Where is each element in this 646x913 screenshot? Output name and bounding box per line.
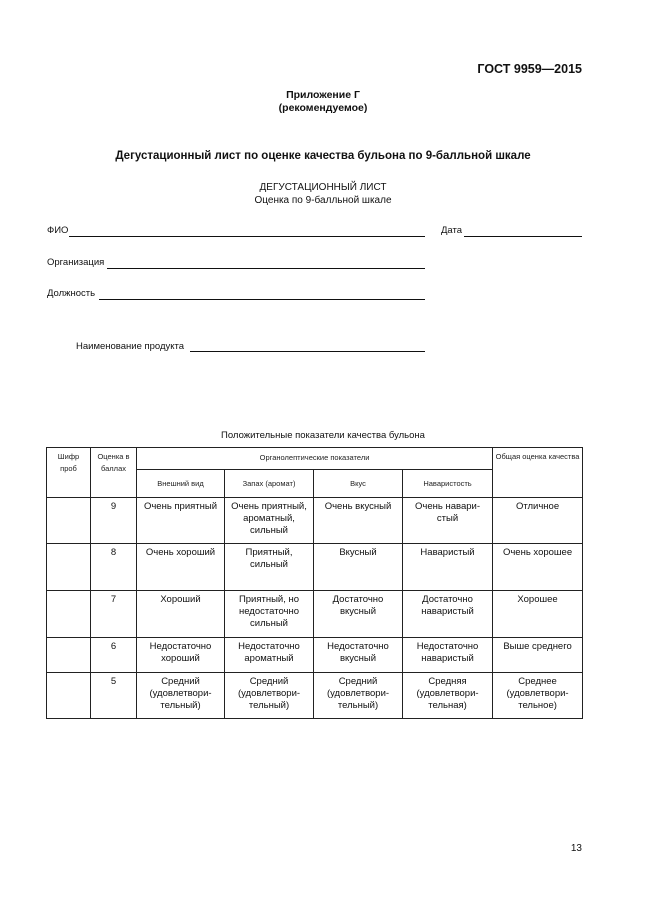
- quality-table: [46, 447, 583, 719]
- cell-aroma: Средний (удовлетвори-тельный): [225, 673, 314, 719]
- cell-taste: Достаточно вкусный: [314, 591, 403, 638]
- fio-label: ФИО: [47, 225, 69, 236]
- table-row: [47, 638, 583, 673]
- table-row: [47, 591, 583, 638]
- position-field[interactable]: [99, 299, 425, 300]
- cell-appearance: Средний (удовлетвори-тельный): [137, 673, 225, 719]
- table-header-row: [47, 448, 583, 470]
- cell-aroma: Приятный, но недостаточно сильный: [225, 591, 314, 638]
- fio-field[interactable]: [69, 236, 425, 237]
- cell-appearance: Очень приятный: [137, 498, 225, 544]
- appendix-subtitle: (рекомендуемое): [278, 102, 368, 114]
- table-row: [47, 498, 583, 544]
- cell-overall: Очень хорошее: [493, 544, 583, 591]
- document-title: Дегустационный лист по оценке качества бульона по 9-балльной шкале: [115, 150, 531, 162]
- cell-score: 8: [91, 544, 137, 591]
- table-row: [47, 673, 583, 719]
- cell-appearance: Хороший: [137, 591, 225, 638]
- cell-overall: Отличное: [493, 498, 583, 544]
- sheet-title: ДЕГУСТАЦИОННЫЙ ЛИСТ: [259, 182, 387, 193]
- cell-score: 9: [91, 498, 137, 544]
- organization-label: Организация: [47, 257, 105, 268]
- organization-field[interactable]: [107, 268, 425, 269]
- header-taste: Вкус: [314, 470, 403, 498]
- appendix-heading: [0, 89, 646, 115]
- header-organoleptic: Органолептические показатели: [137, 448, 493, 470]
- cell-aroma: Приятный, сильный: [225, 544, 314, 591]
- cell-score: 7: [91, 591, 137, 638]
- table-caption: Положительные показатели качества бульона: [221, 430, 425, 441]
- cell-appearance: Недостаточно хороший: [137, 638, 225, 673]
- page-number: 13: [570, 843, 582, 854]
- cell-aroma: Очень приятный, ароматный, сильный: [225, 498, 314, 544]
- table-row: [47, 544, 583, 591]
- cell-taste: Средний (удовлетвори-тельный): [314, 673, 403, 719]
- sheet-subtitle: Оценка по 9-балльной шкале: [254, 195, 392, 206]
- cell-taste: Очень вкусный: [314, 498, 403, 544]
- header-overall: Общая оценка качества: [493, 448, 583, 498]
- cell-taste: Недостаточно вкусный: [314, 638, 403, 673]
- product-name-label: Наименование продукта: [76, 341, 185, 352]
- cell-code[interactable]: [47, 591, 91, 638]
- cell-appearance: Очень хороший: [137, 544, 225, 591]
- product-name-field[interactable]: [190, 351, 425, 352]
- header-code: Шифр проб: [47, 448, 91, 498]
- cell-code[interactable]: [47, 638, 91, 673]
- cell-overall: Хорошее: [493, 591, 583, 638]
- header-appearance: Внешний вид: [137, 470, 225, 498]
- cell-code[interactable]: [47, 673, 91, 719]
- cell-richness: Наваристый: [403, 544, 493, 591]
- date-label: Дата: [441, 225, 463, 236]
- cell-taste: Вкусный: [314, 544, 403, 591]
- header-richness: Наваристость: [403, 470, 493, 498]
- sheet-heading: [0, 181, 646, 207]
- cell-score: 5: [91, 673, 137, 719]
- cell-overall: Выше среднего: [493, 638, 583, 673]
- cell-overall: Среднее (удовлетвори-тельное): [493, 673, 583, 719]
- standard-number: ГОСТ 9959—2015: [477, 62, 582, 76]
- cell-aroma: Недостаточно ароматный: [225, 638, 314, 673]
- cell-code[interactable]: [47, 498, 91, 544]
- header-score: Оценка в баллах: [91, 448, 137, 498]
- cell-richness: Очень навари-стый: [403, 498, 493, 544]
- cell-richness: Достаточно наваристый: [403, 591, 493, 638]
- date-field[interactable]: [464, 236, 582, 237]
- position-label: Должность: [47, 288, 96, 299]
- cell-code[interactable]: [47, 544, 91, 591]
- cell-richness: Недостаточно наваристый: [403, 638, 493, 673]
- cell-score: 6: [91, 638, 137, 673]
- cell-richness: Средняя (удовлетвори-тельная): [403, 673, 493, 719]
- appendix-title: Приложение Г: [286, 89, 360, 101]
- header-aroma: Запах (аромат): [225, 470, 314, 498]
